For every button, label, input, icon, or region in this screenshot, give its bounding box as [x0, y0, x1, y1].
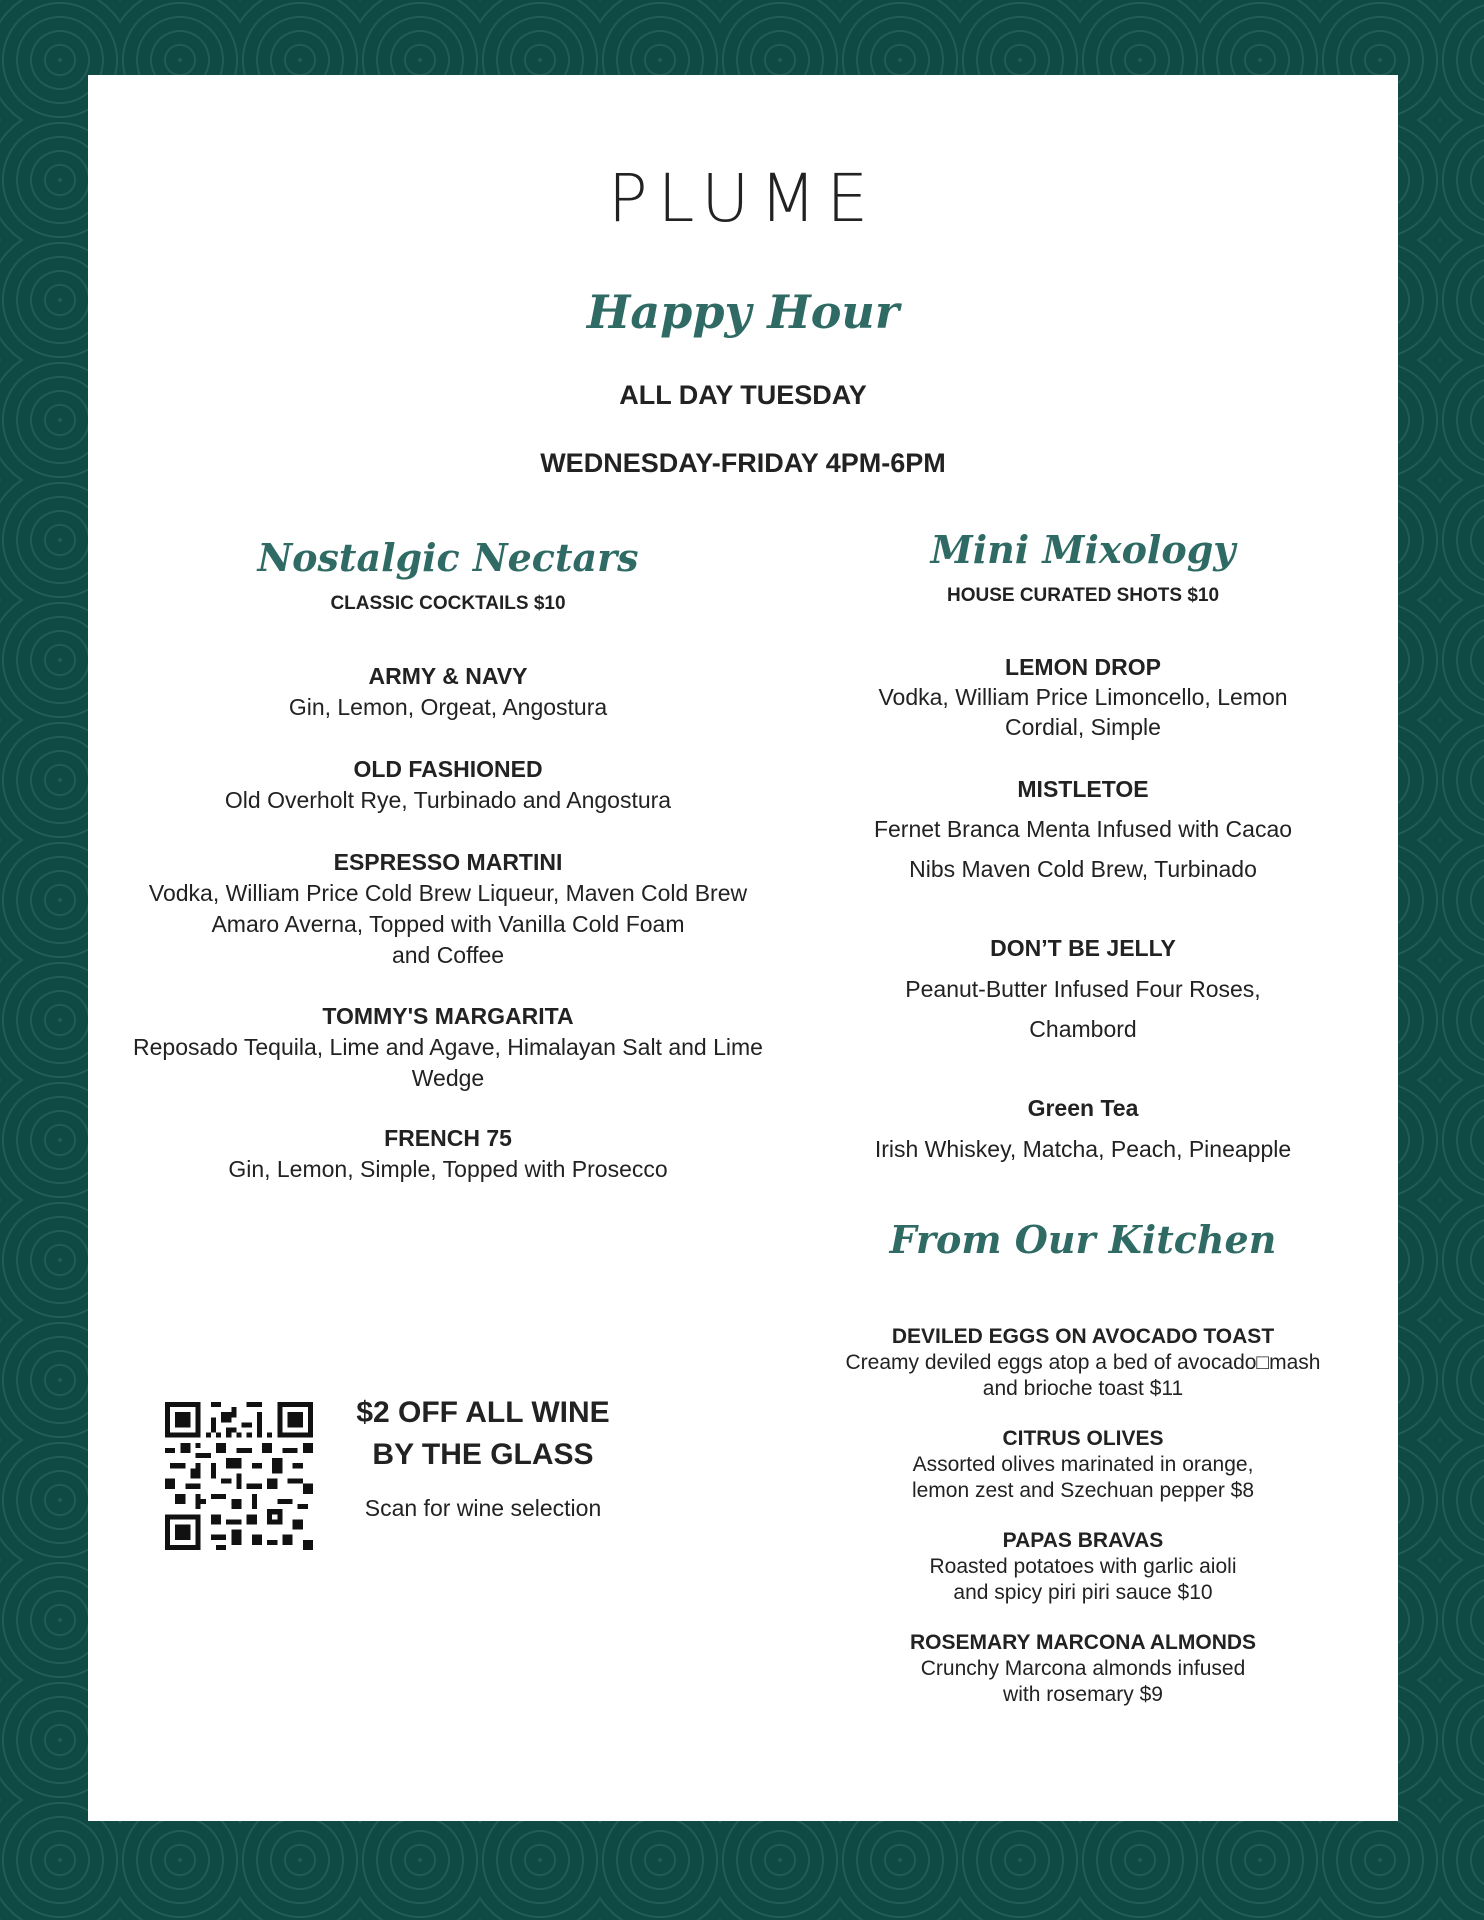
food-desc: with rosemary $9 [1003, 1683, 1163, 1706]
happy-hour-title: Happy Hour [586, 285, 900, 339]
shot-desc: Chambord [1029, 1016, 1137, 1042]
food-name: ROSEMARY MARCONA ALMONDS [909, 1631, 1257, 1654]
cocktail-desc: Amaro Averna, Topped with Vanilla Cold Foam [211, 911, 685, 937]
cocktail-desc: Reposado Tequila, Lime and Agave, Himalayan Salt and Lime [133, 1034, 763, 1060]
food-desc: lemon zest and Szechuan pepper $8 [911, 1479, 1255, 1502]
cocktail-desc: Gin, Lemon, Simple, Topped with Prosecco [228, 1156, 668, 1182]
shot-name: Green Tea [1027, 1095, 1139, 1121]
shot-name: MISTLETOE [1017, 776, 1149, 802]
shot-desc: Cordial, Simple [1005, 714, 1161, 740]
cocktail-name: TOMMY'S MARGARITA [322, 1003, 574, 1029]
section-title-mini-mixology: Mini Mixology [930, 527, 1236, 572]
food-desc: Crunchy Marcona almonds infused [920, 1657, 1246, 1680]
shot-desc: Fernet Branca Menta Infused with Cacao [873, 816, 1293, 842]
cocktail-name: ARMY & NAVY [368, 663, 528, 689]
cocktail-desc: Wedge [411, 1065, 485, 1091]
food-name: DEVILED EGGS ON AVOCADO TOAST [891, 1325, 1275, 1348]
menu-card [88, 75, 1398, 1821]
brand-logo: PLUME [607, 160, 879, 237]
food-name: PAPAS BRAVAS [1002, 1529, 1164, 1552]
wine-qr-code[interactable] [165, 1402, 313, 1550]
shot-desc: Irish Whiskey, Matcha, Peach, Pineapple [874, 1136, 1292, 1162]
section-title-nostalgic-nectars: Nostalgic Nectars [257, 535, 639, 580]
food-desc: Assorted olives marinated in orange, [912, 1453, 1254, 1476]
cocktail-name: FRENCH 75 [384, 1125, 512, 1151]
schedule-weekdays: WEDNESDAY-FRIDAY 4PM-6PM [540, 448, 946, 478]
food-desc: Roasted potatoes with garlic aioli [929, 1555, 1237, 1578]
scan-instruction: Scan for wine selection [364, 1495, 602, 1521]
shot-desc: Vodka, William Price Limoncello, Lemon [878, 684, 1288, 710]
food-name: CITRUS OLIVES [1002, 1427, 1164, 1450]
cocktail-desc: Gin, Lemon, Orgeat, Angostura [288, 694, 608, 720]
schedule-tuesday: ALL DAY TUESDAY [619, 380, 867, 410]
section-subtitle-house-shots: HOUSE CURATED SHOTS $10 [946, 585, 1220, 606]
food-desc: and brioche toast $11 [982, 1377, 1184, 1400]
section-title-from-our-kitchen: From Our Kitchen [889, 1217, 1277, 1262]
cocktail-name: OLD FASHIONED [353, 756, 543, 782]
cocktail-desc: Vodka, William Price Cold Brew Liqueur, Maven Cold Brew [148, 880, 748, 906]
section-subtitle-classic-cocktails: CLASSIC COCKTAILS $10 [330, 593, 566, 614]
shot-name: LEMON DROP [1005, 654, 1161, 680]
cocktail-desc: and Coffee [391, 942, 505, 968]
shot-desc: Nibs Maven Cold Brew, Turbinado [909, 856, 1257, 882]
shot-desc: Peanut-Butter Infused Four Roses, [905, 976, 1261, 1002]
food-desc: and spicy piri piri sauce $10 [953, 1581, 1213, 1604]
cocktail-desc: Old Overholt Rye, Turbinado and Angostura [224, 787, 672, 813]
wine-offer-line2: BY THE GLASS [372, 1438, 594, 1471]
shot-name: DON’T BE JELLY [990, 935, 1176, 961]
food-desc: Creamy deviled eggs atop a bed of avocado□mash [845, 1351, 1321, 1374]
wine-offer-line1: $2 OFF ALL WINE [356, 1396, 610, 1429]
cocktail-name: ESPRESSO MARTINI [333, 849, 563, 875]
